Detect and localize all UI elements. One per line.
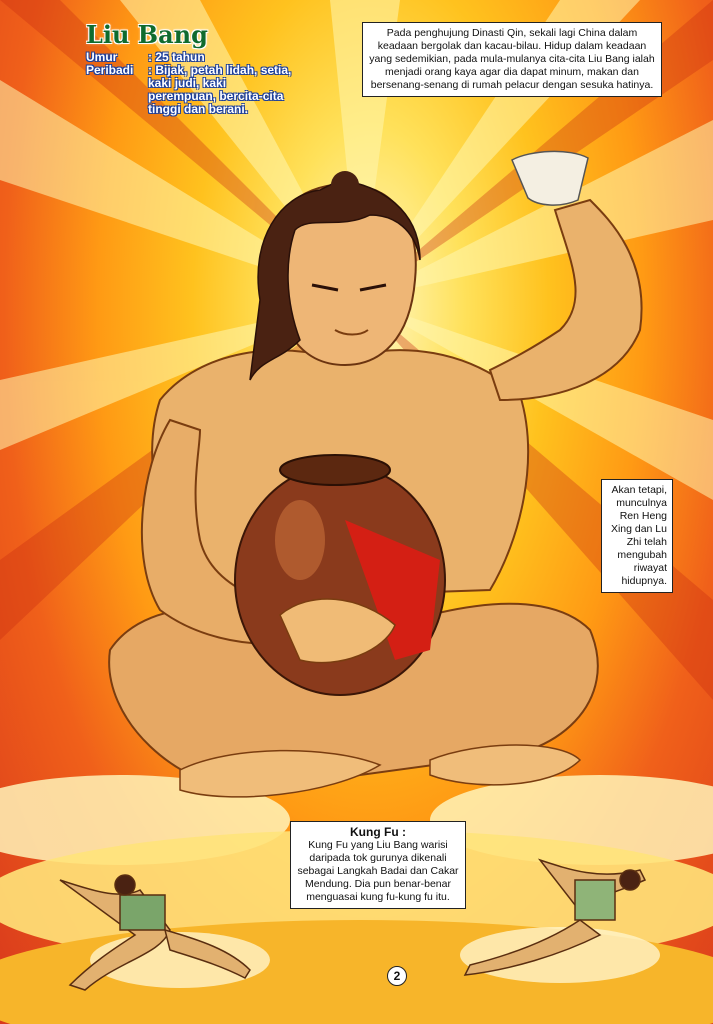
stat-value: : 25 tahun [148, 50, 205, 64]
caption-kungfu [290, 821, 466, 909]
kungfu-fighter-right [465, 860, 645, 975]
caption-intro: Pada penghujung Dinasti Qin, sekali lagi China dalam keadaan bergolak dan kacau-bilau. Hidup dalam keadaan yang sedemikian, pada mula-mulanya cita-cita Liu Bang ialah menjadi orang kaya agar dia dapat minum, makan dan bersenang-senang di rumah pelacur dengan sesuka hatinya. [362, 22, 662, 97]
stat-label: Umur [86, 50, 118, 64]
kungfu-text: Kung Fu yang Liu Bang warisi daripada tok gurunya dikenali sebagai Langkah Badai dan Cakar Mendung. Dia pun benar-benar menguasai kung fu-kung fu itu. [297, 839, 459, 903]
character-profile [86, 20, 296, 116]
caption-side: Akan tetapi, munculnya Ren Heng Xing dan Lu Zhi telah mengubah riwayat hidupnya. [601, 479, 673, 593]
stat-label: Peribadi [86, 63, 134, 77]
character-name: Liu Bang [86, 20, 208, 49]
page-number: 2 [387, 966, 407, 986]
stat-value: : Bijak, petah lidah, setia, kaki judi, kaki perempuan, bercita-cita tinggi dan berani. [148, 63, 292, 116]
character-stats [86, 51, 296, 116]
kungfu-title: Kung Fu : [350, 825, 406, 839]
stat-row-personality [86, 64, 296, 116]
kungfu-fighter-left [60, 875, 250, 990]
